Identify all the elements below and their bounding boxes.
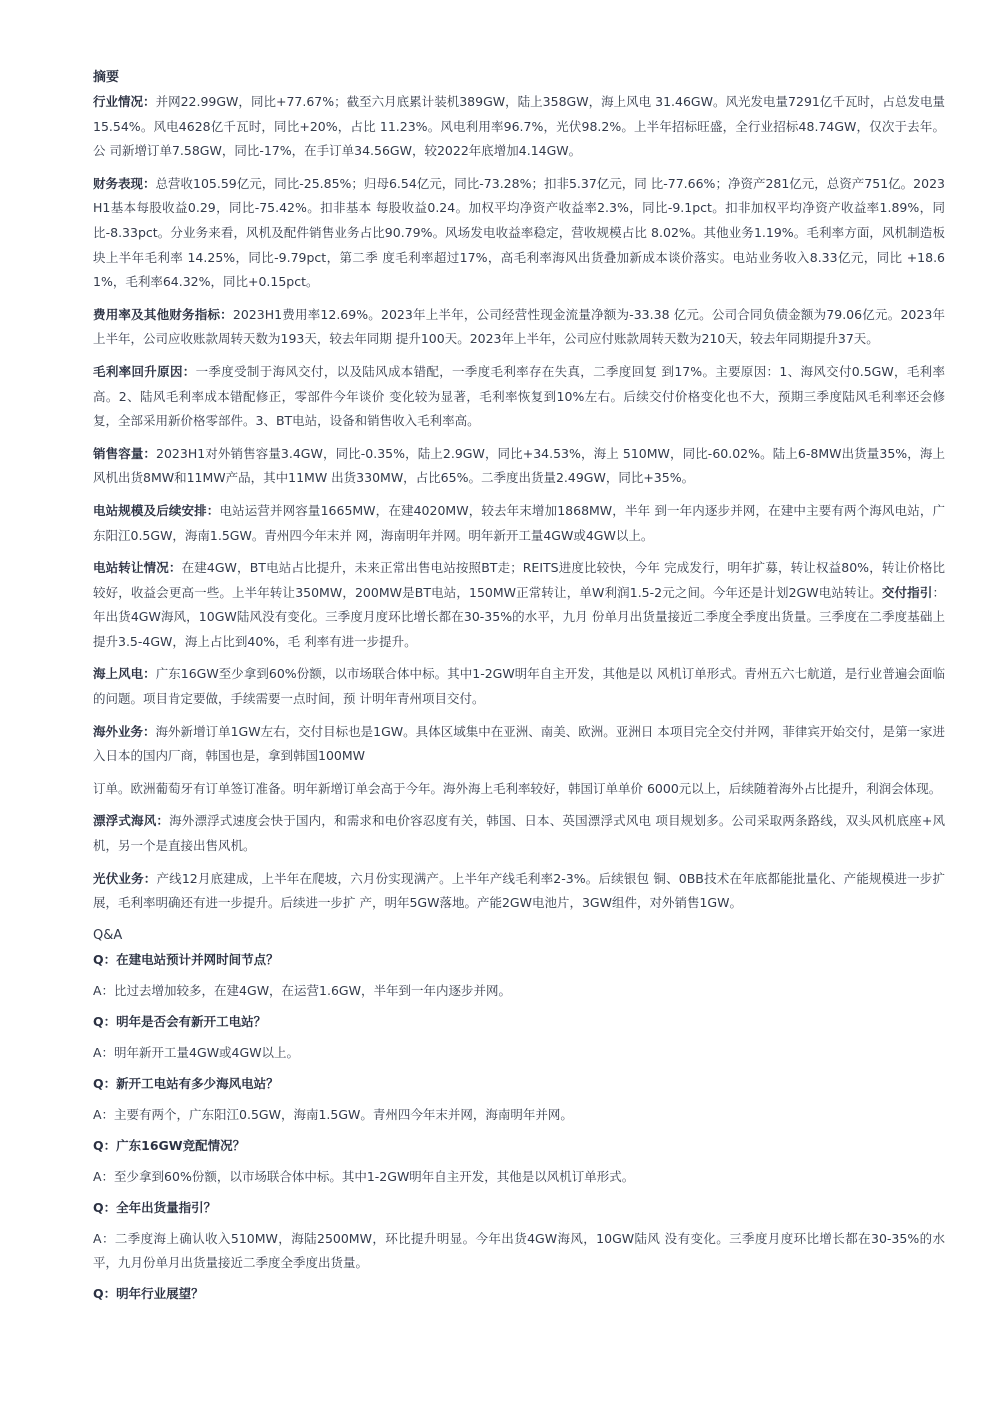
section-margin-recovery	[93, 360, 945, 434]
section-text: 一季度受制于海风交付，以及陆风成本错配，一季度毛利率存在失真，二季度回复 到17%。主要原因：1、海风交付0.5GW，毛利率高。2、陆风毛利率成本错配修正，零部件今年谈价 变化较为显著，毛利率恢复到10%左右。后续交付价格变化也不大，预期三季度陆风毛利率还会修 复，全部采用新价格零部件。3、BT电站，设备和销售收入毛利率高。	[93, 363, 945, 429]
section-label: 光伏业务：	[93, 870, 157, 886]
answer: A：明年新开工量4GW或4GW以上。	[93, 1044, 300, 1060]
answer: A：比过去增加较多，在建4GW，在运营1.6GW，半年到一年内逐步并网。	[93, 982, 511, 998]
document-page	[93, 66, 945, 1313]
section-label: 漂浮式海风：	[93, 813, 170, 829]
question: Q：新开工电站有多少海风电站？	[93, 1075, 279, 1091]
section-overseas-continued	[93, 777, 945, 802]
answer: A：至少拿到60%份额，以市场联合体中标。其中1-2GW明年自主开发，其他是以风机订单形式。	[93, 1168, 635, 1184]
section-station-scale	[93, 499, 945, 548]
section-label: 费用率及其他财务指标：	[93, 306, 233, 322]
section-text-delivery: ：年出货4GW海风，10GW陆风没有变化。三季度月度环比增长都在30-35%的水平，九月 份单月出货量接近二季度全季度出货量。三季度在二季度基础上提升3.5-4GW，海上占比到40%，毛 利率有进一步提升。	[93, 584, 945, 649]
question: Q：在建电站预计并网时间节点？	[93, 951, 279, 967]
section-text: 并网22.99GW，同比+77.67%；截至六月底累计装机389GW，陆上358GW，海上风电 31.46GW。风光发电量7291亿千瓦时，占总发电量15.54%。风电4628亿千瓦时，同比+20%，占比 11.23%。风电利用率96.7%，光伏98.2%。上半年招标旺盛，全行业招标48.74GW，仅次于去年。公 司新增订单7.58GW，同比-17%，在手订单34.56GW，较2022年底增加4.14GW。	[93, 94, 945, 159]
section-text: 订单。欧洲葡萄牙有订单签订准备。明年新增订单会高于今年。海外海上毛利率较好，韩国订单单价 6000元以上，后续随着海外占比提升，利润会体现。	[93, 780, 942, 796]
section-label-delivery: 交付指引	[881, 584, 933, 600]
section-sales-capacity	[93, 442, 945, 491]
section-label: 财务表现：	[93, 175, 156, 191]
question: Q：全年出货量指引？	[93, 1199, 217, 1215]
section-text: 2023H1费用率12.69%。2023年上半年，公司经营性现金流量净额为-33.38 亿元。公司合同负债金额为79.06亿元。2023年上半年，公司应收账款周转天数为193天，较去年同期 提升100天。2023年上半年，公司应付账款周转天数为210天，较去年同期提升37天。	[93, 306, 945, 347]
section-text: 在建4GW，BT电站占比提升，未来正常出售电站按照BT走；REITS进度比较快，今年 完成发行，明年扩募，转让权益80%，转让价格比较好，收益会更高一些。上半年转让350MW，200MW是BT电站，150MW正常转让，单W利润1.5-2元之间。今年还是计划2GW电站转让。	[93, 560, 945, 600]
section-pv-business	[93, 867, 945, 916]
question: Q：明年是否会有新开工电站？	[93, 1013, 267, 1029]
section-text: 产线12月底建成，上半年在爬坡，六月份实现满产。上半年产线毛利率2-3%。后续银包 铜、0BB技术在年底都能批量化、产能规模进一步扩展，毛利率明确还有进一步提升。后续进一步扩 产，明年5GW落地。产能2GW电池片，3GW组件，对外销售1GW。	[93, 870, 945, 911]
summary-title: 摘要	[93, 70, 120, 85]
section-label: 海上风电：	[93, 666, 156, 682]
section-floating-wind	[93, 809, 945, 858]
section-industry	[93, 90, 945, 164]
answer: A：主要有两个，广东阳江0.5GW，海南1.5GW。青州四今年末并网，海南明年并网。	[93, 1106, 573, 1122]
section-label: 毛利率回升原因：	[93, 363, 196, 379]
section-label: 行业情况：	[93, 94, 156, 109]
section-text: 海外新增订单1GW左右，交付目标也是1GW。具体区域集中在亚洲、南美、欧洲。亚洲日 本项目完全交付并网，菲律宾开始交付，是第一家进入日本的国内厂商，韩国也是，拿到韩国100MW	[93, 723, 945, 764]
section-label: 销售容量：	[93, 445, 157, 461]
section-overseas	[93, 720, 945, 769]
section-text: 广东16GW至少拿到60%份额，以市场联合体中标。其中1-2GW明年自主开发，其他是以 风机订单形式。青州五六七航道，是行业普遍会面临的问题。项目肯定要做，手续需要一点时间，预 计明年青州项目交付。	[93, 666, 945, 707]
section-offshore-wind	[93, 662, 945, 711]
answer: A：二季度海上确认收入510MW，海陆2500MW，环比提升明显。今年出货4GW海风，10GW陆风 没有变化。三季度月度环比增长都在30-35%的水平，九月份单月出货量接近二季度全季度出货量。	[93, 1230, 945, 1270]
section-label: 电站规模及后续安排：	[93, 502, 220, 518]
section-text: 海外漂浮式速度会快于国内，和需求和电价容忍度有关，韩国、日本、英国漂浮式风电 项目规划多。公司采取两条路线，双头风机底座+风机，另一个是直接出售风机。	[93, 813, 945, 854]
section-financial	[93, 172, 945, 295]
section-text: 电站运营并网容量1665MW，在建4020MW，较去年末增加1868MW，半年 到一年内逐步并网，在建中主要有两个海风电站，广东阳江0.5GW，海南1.5GW。青州四今年末并 网，海南明年并网。明年新开工量4GW或4GW以上。	[93, 502, 945, 543]
question: Q：广东16GW竞配情况？	[93, 1137, 246, 1153]
section-text: 总营收105.59亿元，同比-25.85%；归母6.54亿元，同比-73.28%；扣非5.37亿元，同 比-77.66%；净资产281亿元，总资产751亿。2023H1基本每股收益0.29，同比-75.42%。扣非基本 每股收益0.24。加权平均净资产收益率2.3%，同比-9.1pct。扣非加权平均净资产收益率1.89%，同 比-8.33pct。分业务来看，风机及配件销售业务占比90.79%。风场发电收益率稳定，营收规模占比 8.02%。其他业务1.19%。毛利率方面，风机制造板块上半年毛利率 14.25%，同比-9.79pct，第二季 度毛利率超过17%，高毛利率海风出货叠加新成本谈价落实。电站业务收入8.33亿元，同比 +18.61%，毛利率64.32%，同比+0.15pct。	[93, 175, 945, 290]
section-label: 电站转让情况：	[93, 560, 182, 576]
section-expense-ratio	[93, 303, 945, 352]
section-text: 2023H1对外销售容量3.4GW，同比-0.35%，陆上2.9GW，同比+34.53%，海上 510MW，同比-60.02%。陆上6-8MW出货量35%，海上风机出货8MW和11MW产品，其中11MW 出货330MW，占比65%。二季度出货量2.49GW，同比+35%。	[93, 445, 945, 486]
section-label: 海外业务：	[93, 723, 156, 739]
section-station-transfer	[93, 556, 945, 654]
qa-title: Q&A	[93, 927, 123, 943]
question: Q：明年行业展望？	[93, 1285, 204, 1301]
